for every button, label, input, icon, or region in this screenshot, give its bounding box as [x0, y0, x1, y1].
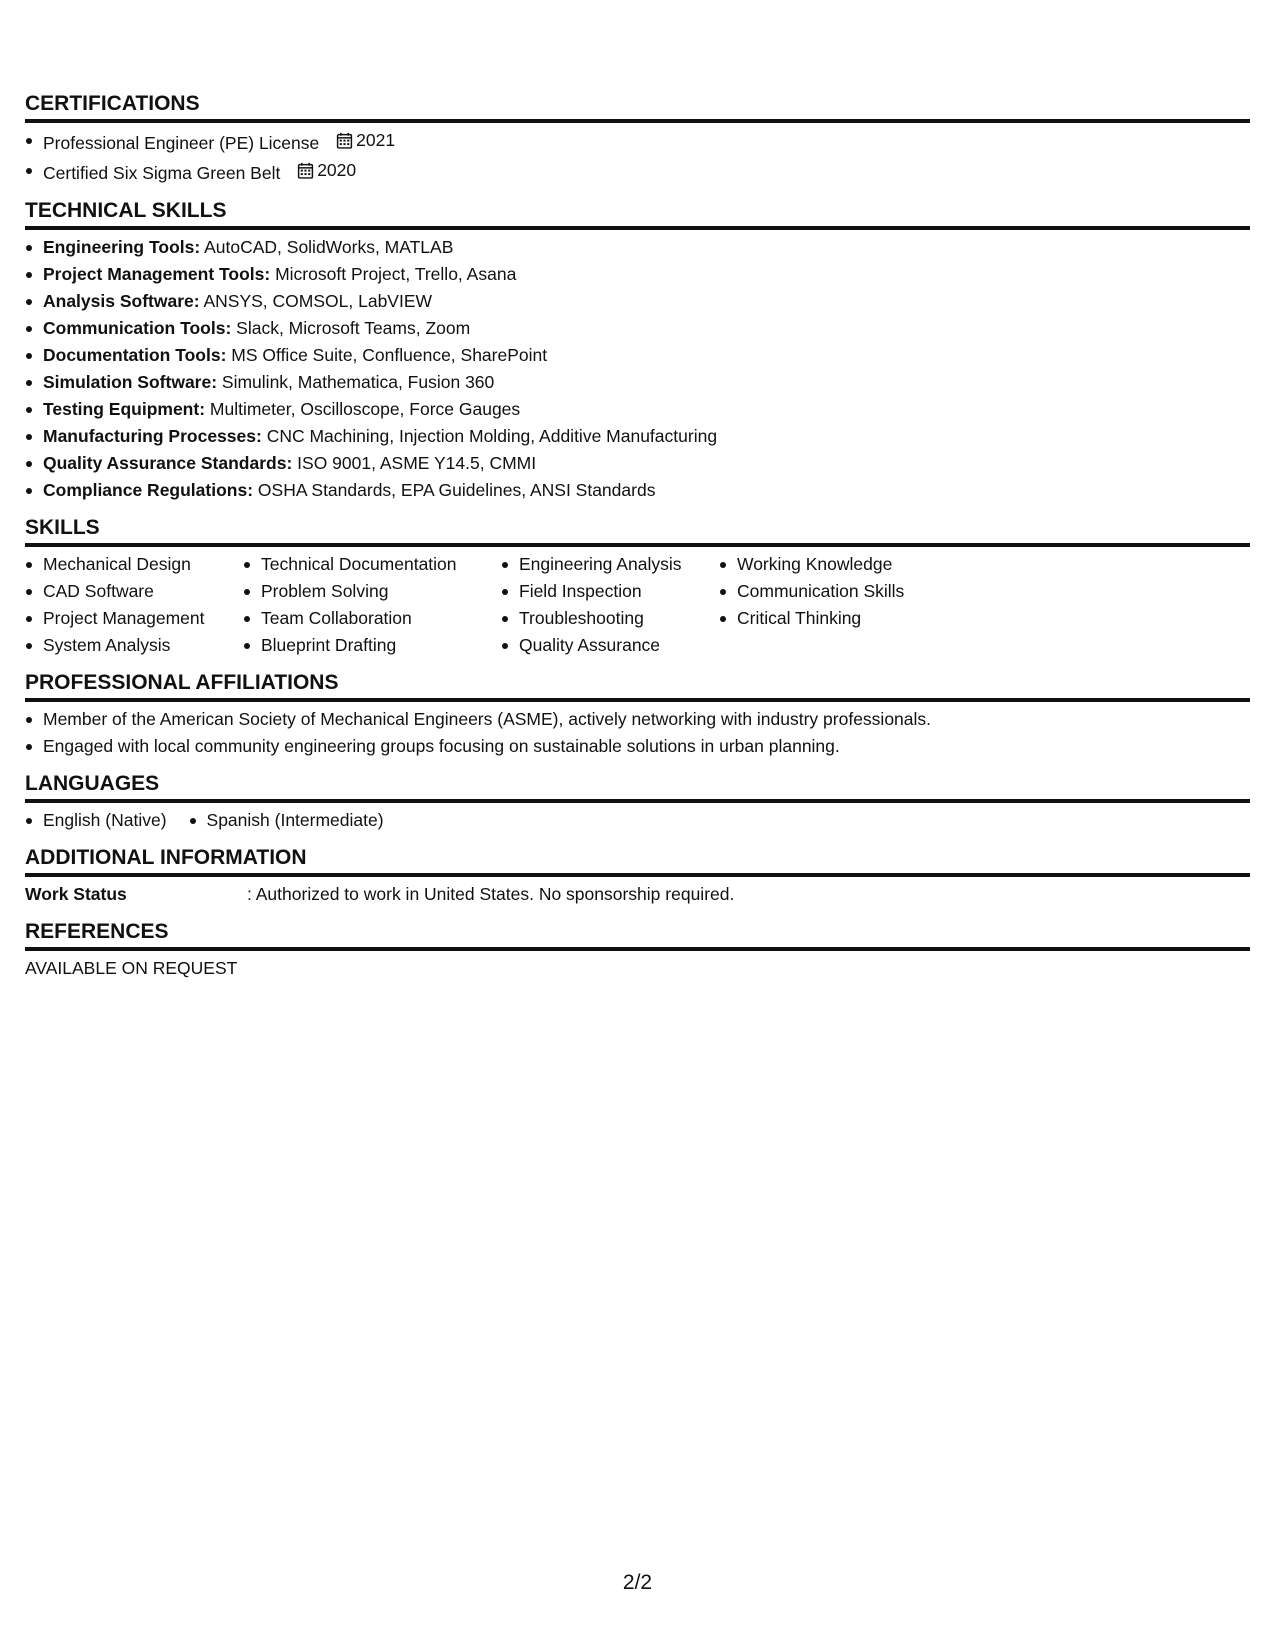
skills-heading: SKILLS: [25, 516, 1250, 547]
list-item: Problem Solving: [243, 578, 501, 605]
list-item: Critical Thinking: [719, 605, 959, 632]
skill-category-label: Communication Tools:: [43, 318, 232, 338]
page-number: 2/2: [622, 1571, 653, 1594]
skill-category-label: Manufacturing Processes:: [43, 426, 262, 446]
certifications-section: [25, 92, 1250, 187]
list-item: Member of the American Society of Mechanical Engineers (ASME), actively networking with industry professionals.: [25, 706, 1250, 733]
list-item: Technical Documentation: [243, 551, 501, 578]
calendar-icon: [297, 162, 314, 179]
list-item: [25, 477, 1250, 504]
skill-category-value: ANSYS, COMSOL, LabVIEW: [203, 291, 433, 311]
skill-category-value: CNC Machining, Injection Molding, Additive Manufacturing: [266, 426, 718, 446]
list-item: English (Native): [25, 807, 167, 834]
list-item: Quality Assurance: [501, 632, 719, 659]
list-item: Engaged with local community engineering groups focusing on sustainable solutions in urban planning.: [25, 733, 1250, 760]
certification-date: [297, 157, 356, 184]
list-item: [25, 234, 1250, 261]
languages-heading: LANGUAGES: [25, 772, 1250, 803]
additional-info-heading: ADDITIONAL INFORMATION: [25, 846, 1250, 877]
skills-section: [25, 516, 1250, 659]
list-item: [25, 450, 1250, 477]
resume-page: [25, 92, 1250, 994]
list-item: Working Knowledge: [719, 551, 959, 578]
list-item: Communication Skills: [719, 578, 959, 605]
certification-name: Certified Six Sigma Green Belt: [43, 163, 281, 183]
skill-category-value: Slack, Microsoft Teams, Zoom: [236, 318, 471, 338]
technical-skills-heading: TECHNICAL SKILLS: [25, 199, 1250, 230]
skills-column: [243, 551, 501, 659]
certification-name: Professional Engineer (PE) License: [43, 133, 320, 153]
list-item: [25, 369, 1250, 396]
list-item: [25, 127, 1250, 157]
skill-category-label: Quality Assurance Standards:: [43, 453, 293, 473]
list-item: System Analysis: [25, 632, 243, 659]
affiliations-list: [25, 706, 1250, 760]
skill-category-label: Project Management Tools:: [43, 264, 271, 284]
certification-year: 2020: [317, 160, 357, 180]
skills-column: [25, 551, 243, 659]
affiliations-section: [25, 671, 1250, 760]
certification-date: [336, 127, 395, 154]
certifications-list: [25, 127, 1250, 187]
list-item: [25, 423, 1250, 450]
technical-skills-list: [25, 234, 1250, 504]
languages-row: [25, 807, 1250, 834]
skill-category-label: Analysis Software:: [43, 291, 200, 311]
list-item: [25, 157, 1250, 187]
skill-category-value: MS Office Suite, Confluence, SharePoint: [231, 345, 548, 365]
languages-list: [25, 807, 406, 834]
references-heading: REFERENCES: [25, 920, 1250, 951]
skill-category-label: Testing Equipment:: [43, 399, 206, 419]
work-status-value: : Authorized to work in United States. No sponsorship required.: [247, 884, 735, 904]
list-item: Team Collaboration: [243, 605, 501, 632]
work-status-label: Work Status: [25, 884, 127, 904]
additional-info-section: [25, 846, 1250, 908]
certification-year: 2021: [356, 130, 396, 150]
skill-category-value: Microsoft Project, Trello, Asana: [275, 264, 517, 284]
list-item: [25, 315, 1250, 342]
calendar-icon: [336, 132, 353, 149]
skills-columns: [25, 551, 1250, 659]
skill-category-value: OSHA Standards, EPA Guidelines, ANSI Standards: [257, 480, 656, 500]
list-item: [25, 288, 1250, 315]
list-item: [25, 396, 1250, 423]
list-item: Field Inspection: [501, 578, 719, 605]
languages-section: [25, 772, 1250, 834]
certifications-heading: CERTIFICATIONS: [25, 92, 1250, 123]
work-status-row: [25, 881, 1250, 908]
technical-skills-section: [25, 199, 1250, 504]
list-item: [25, 261, 1250, 288]
skills-column: [501, 551, 719, 659]
skill-category-label: Compliance Regulations:: [43, 480, 254, 500]
skill-category-value: Simulink, Mathematica, Fusion 360: [221, 372, 495, 392]
skill-category-value: AutoCAD, SolidWorks, MATLAB: [204, 237, 454, 257]
list-item: [25, 342, 1250, 369]
skill-category-label: Engineering Tools:: [43, 237, 201, 257]
list-item: Mechanical Design: [25, 551, 243, 578]
skill-category-label: Documentation Tools:: [43, 345, 227, 365]
affiliations-heading: PROFESSIONAL AFFILIATIONS: [25, 671, 1250, 702]
skill-category-label: Simulation Software:: [43, 372, 218, 392]
skill-category-value: ISO 9001, ASME Y14.5, CMMI: [297, 453, 537, 473]
skills-column: [719, 551, 959, 659]
list-item: Project Management: [25, 605, 243, 632]
list-item: CAD Software: [25, 578, 243, 605]
list-item: Engineering Analysis: [501, 551, 719, 578]
list-item: Blueprint Drafting: [243, 632, 501, 659]
skill-category-value: Multimeter, Oscilloscope, Force Gauges: [209, 399, 521, 419]
list-item: Troubleshooting: [501, 605, 719, 632]
list-item: Spanish (Intermediate): [189, 807, 384, 834]
references-section: [25, 920, 1250, 982]
references-text: AVAILABLE ON REQUEST: [25, 958, 238, 978]
